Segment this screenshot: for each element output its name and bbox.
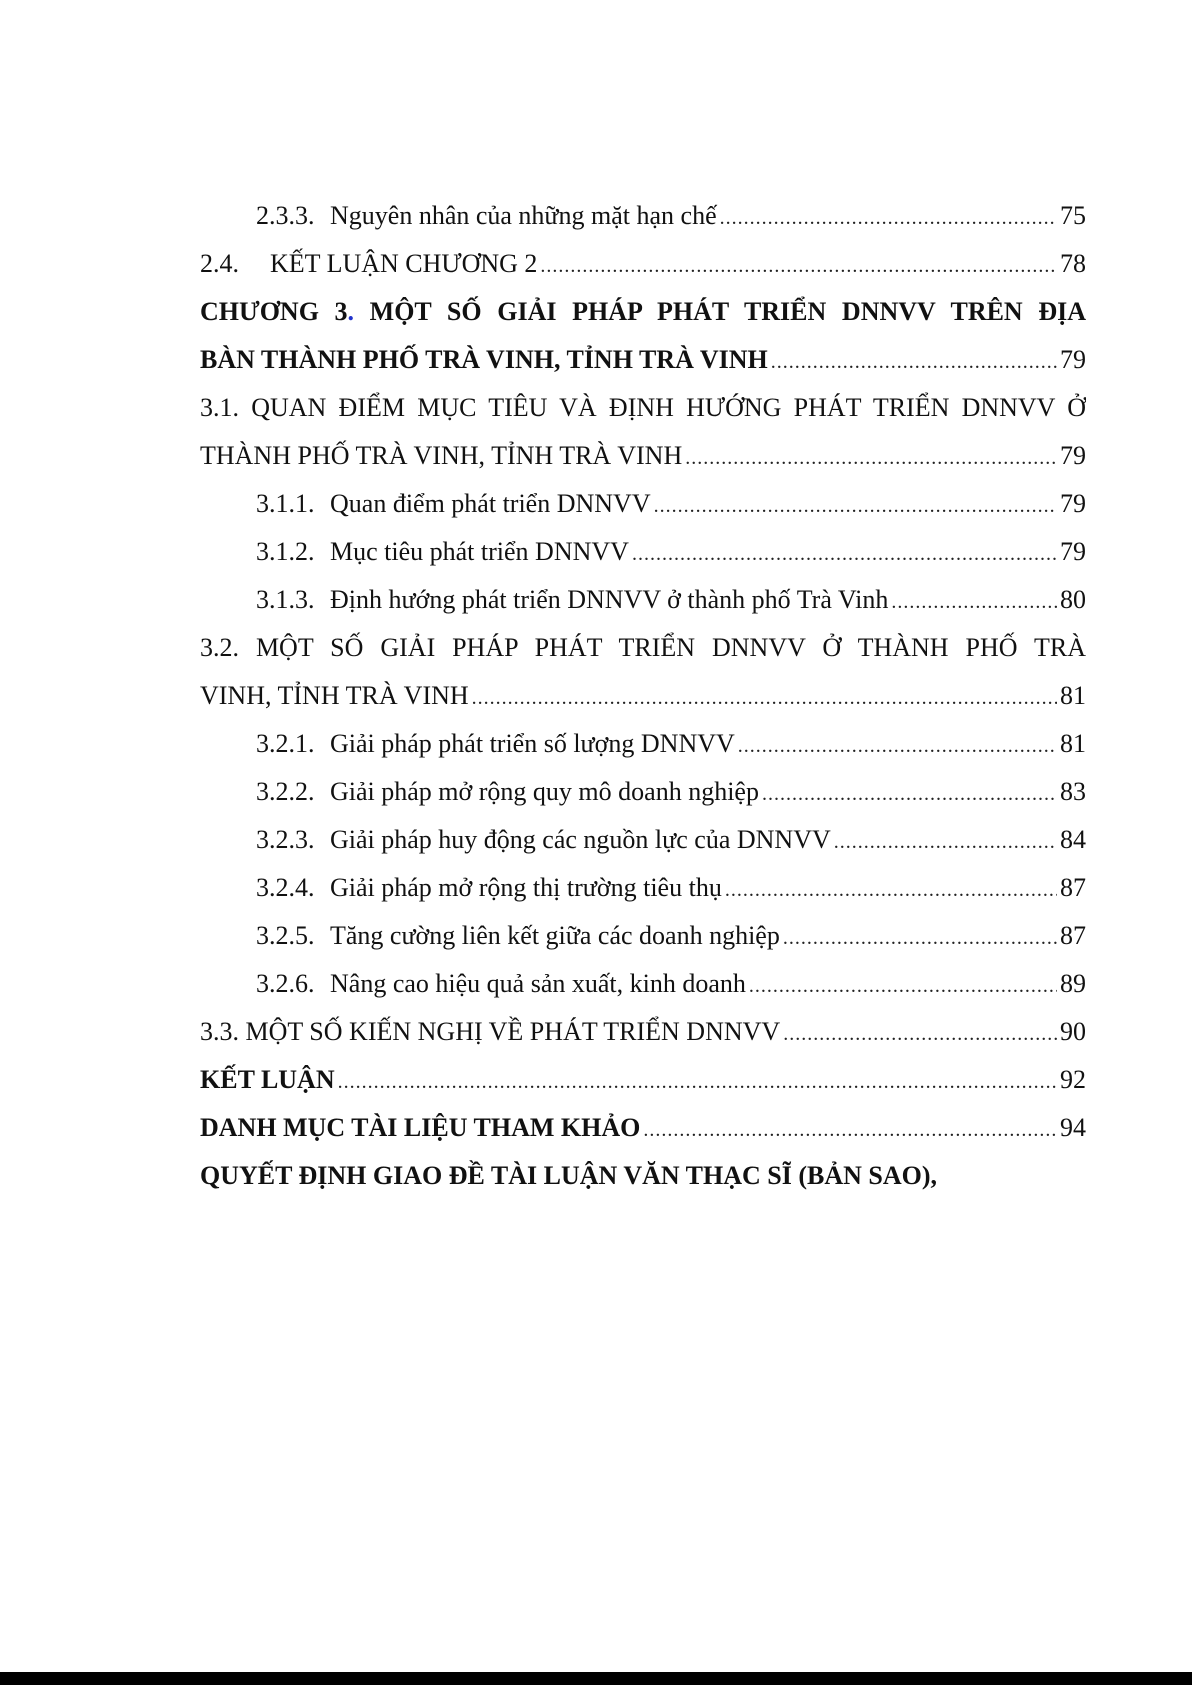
toc-page-number: 79 [1060, 345, 1086, 374]
dot-leader [472, 674, 1057, 722]
dot-leader [338, 1058, 1057, 1106]
toc-entry-3-1-3[interactable] [200, 576, 1086, 624]
toc-entry-title: BÀN THÀNH PHỐ TRÀ VINH, TỈNH TRÀ VINH [200, 345, 768, 374]
toc-entry-title: Giải pháp mở rộng quy mô doanh nghiệp [330, 777, 759, 806]
toc-entry-title: Tăng cường liên kết giữa các doanh nghiệp [330, 921, 780, 950]
toc-entry-number: 3.1.2. [256, 537, 315, 566]
toc-page-number: 78 [1060, 249, 1086, 278]
toc-page-number: 87 [1060, 921, 1086, 950]
toc-entry-3-2-2[interactable] [200, 768, 1086, 816]
toc-entry-title: KẾT LUẬN [200, 1065, 335, 1094]
toc-entry-3-2[interactable] [200, 624, 1086, 720]
toc-entry-number: 3.1.3. [256, 585, 315, 614]
toc-entry-references[interactable] [200, 1104, 1086, 1152]
toc-entry-conclusion[interactable] [200, 1056, 1086, 1104]
table-of-contents [200, 192, 1086, 1200]
dot-leader [783, 1010, 1057, 1058]
toc-entry-title-line-1: 3.2. MỘT SỐ GIẢI PHÁP PHÁT TRIỂN DNNVV Ở THÀNH PHỐ TRÀ [200, 633, 1086, 662]
toc-page-number: 94 [1060, 1113, 1086, 1142]
toc-entry-title: KẾT LUẬN CHƯƠNG 2 [270, 249, 538, 278]
chapter-dot: . [347, 297, 355, 326]
toc-entry-3-2-6[interactable] [200, 960, 1086, 1008]
toc-entry-title: QUYẾT ĐỊNH GIAO ĐỀ TÀI LUẬN VĂN THẠC SĨ (BẢN SAO), [200, 1161, 938, 1190]
dot-leader [632, 530, 1057, 578]
toc-page-number: 84 [1060, 825, 1086, 854]
toc-entry-title: Nâng cao hiệu quả sản xuất, kinh doanh [330, 969, 746, 998]
dot-leader [771, 338, 1057, 386]
toc-entry-3-3[interactable] [200, 1008, 1086, 1056]
toc-entry-2-4[interactable] [200, 240, 1086, 288]
chapter-title-part: MỘT SỐ GIẢI PHÁP PHÁT TRIỂN DNNVV TRÊN ĐỊA [354, 297, 1086, 326]
toc-entry-title-line-2 [200, 432, 1086, 480]
toc-entry-title: Mục tiêu phát triển DNNVV [330, 537, 629, 566]
toc-entry-number: 2.3.3. [256, 201, 315, 230]
toc-entry-title: Giải pháp phát triển số lượng DNNVV [330, 729, 735, 758]
toc-entry-title: Nguyên nhân của những mặt hạn chế [330, 201, 717, 230]
toc-entry-2-3-3[interactable] [200, 192, 1086, 240]
toc-page-number: 90 [1060, 1017, 1086, 1046]
toc-entry-number: 3.2.1. [256, 729, 315, 758]
toc-entry-decision[interactable] [200, 1152, 1086, 1200]
dot-leader [685, 434, 1057, 482]
toc-entry-title: Quan điểm phát triển DNNVV [330, 489, 651, 518]
toc-entry-number: 3.2.4. [256, 873, 315, 902]
toc-entry-title: Định hướng phát triển DNNVV ở thành phố Trà Vinh [330, 585, 889, 614]
toc-entry-title: THÀNH PHỐ TRÀ VINH, TỈNH TRÀ VINH [200, 441, 683, 470]
toc-entry-3-2-1[interactable] [200, 720, 1086, 768]
toc-page-number: 79 [1060, 537, 1086, 566]
toc-page-number: 81 [1060, 681, 1086, 710]
dot-leader [720, 194, 1057, 242]
dot-leader [540, 242, 1057, 290]
toc-entry-number: 3.2.6. [256, 969, 315, 998]
toc-entry-number: 3.2.3. [256, 825, 315, 854]
dot-leader [738, 722, 1057, 770]
toc-entry-3-2-3[interactable] [200, 816, 1086, 864]
toc-entry-title-line-2 [200, 336, 1086, 384]
toc-page-number: 89 [1060, 969, 1086, 998]
toc-entry-3-1[interactable] [200, 384, 1086, 480]
toc-entry-title: Giải pháp huy động các nguồn lực của DNNVV [330, 825, 831, 854]
page-bottom-border [0, 1672, 1192, 1685]
toc-entry-title: DANH MỤC TÀI LIỆU THAM KHẢO [200, 1113, 641, 1142]
dot-leader [762, 770, 1057, 818]
toc-entry-number: 3.1.1. [256, 489, 315, 518]
dot-leader [891, 578, 1057, 626]
toc-entry-number: 3.2.5. [256, 921, 315, 950]
toc-entry-title-line-2 [200, 672, 1086, 720]
toc-entry-3-2-4[interactable] [200, 864, 1086, 912]
dot-leader [643, 1106, 1057, 1154]
toc-entry-3-2-5[interactable] [200, 912, 1086, 960]
toc-page-number: 75 [1060, 201, 1086, 230]
toc-page-number: 92 [1060, 1065, 1086, 1094]
toc-entry-chapter-3[interactable] [200, 288, 1086, 384]
toc-page-number: 81 [1060, 729, 1086, 758]
toc-page-number: 79 [1060, 489, 1086, 518]
dot-leader [834, 818, 1057, 866]
dot-leader [725, 866, 1057, 914]
toc-entry-title: VINH, TỈNH TRÀ VINH [200, 681, 469, 710]
toc-page-number: 83 [1060, 777, 1086, 806]
toc-entry-title: Giải pháp mở rộng thị trường tiêu thụ [330, 873, 722, 902]
dot-leader [749, 962, 1057, 1010]
toc-entry-title: 3.3. MỘT SỐ KIẾN NGHỊ VỀ PHÁT TRIỂN DNNVV [200, 1017, 781, 1046]
toc-entry-title-line-1 [200, 288, 1086, 336]
toc-entry-number: 2.4. [200, 249, 239, 278]
toc-entry-title-line-1: 3.1. QUAN ĐIỂM MỤC TIÊU VÀ ĐỊNH HƯỚNG PHÁT TRIỂN DNNVV Ở [200, 393, 1086, 422]
toc-entry-3-1-2[interactable] [200, 528, 1086, 576]
toc-page-number: 87 [1060, 873, 1086, 902]
dot-leader [783, 914, 1057, 962]
toc-page-number: 80 [1060, 585, 1086, 614]
toc-entry-number: 3.2.2. [256, 777, 315, 806]
dot-leader [654, 482, 1057, 530]
toc-page-number: 79 [1060, 441, 1086, 470]
chapter-label: CHƯƠNG 3 [200, 297, 348, 326]
toc-entry-3-1-1[interactable] [200, 480, 1086, 528]
